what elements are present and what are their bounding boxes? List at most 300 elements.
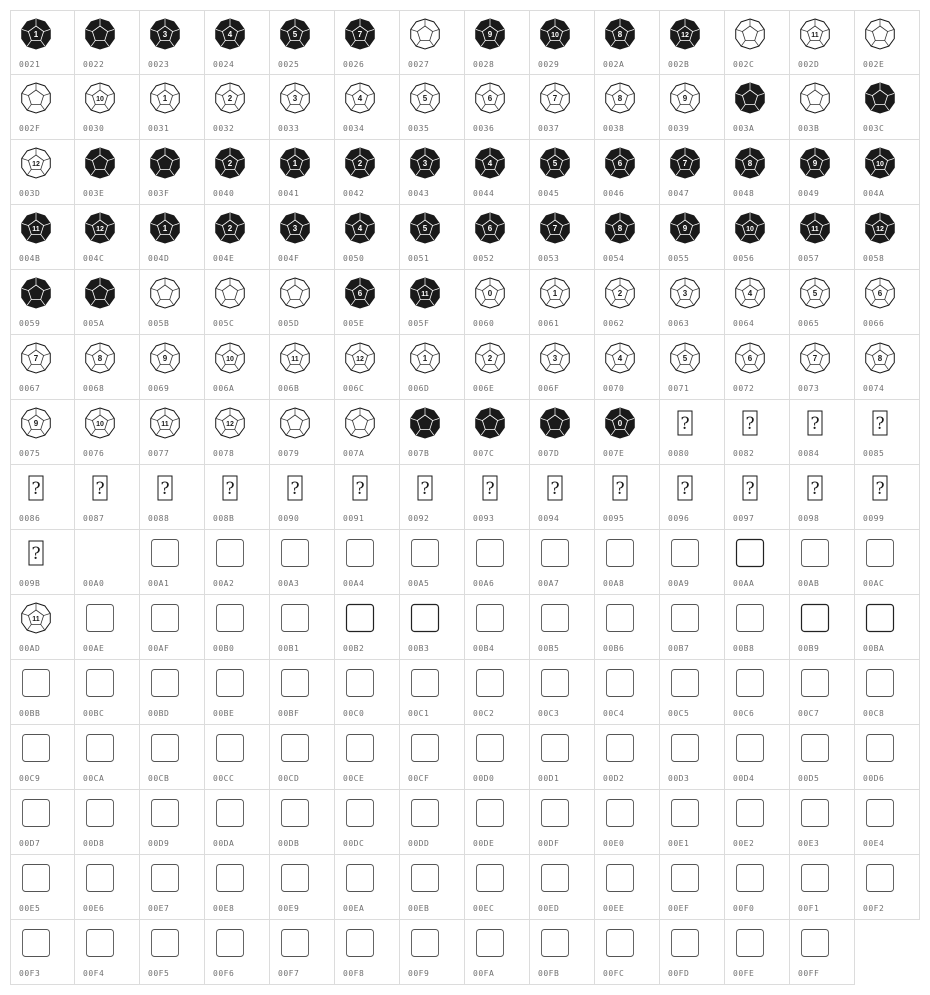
glyph-code: 005B — [148, 319, 170, 328]
glyph-code: 00F9 — [408, 969, 430, 978]
filled-die-icon — [603, 17, 637, 51]
glyph-code: 00C5 — [668, 709, 690, 718]
empty-box-icon — [83, 926, 117, 960]
glyph-cell — [205, 400, 270, 465]
glyph-code: 0078 — [213, 449, 235, 458]
glyph-code: 00DE — [473, 839, 495, 848]
glyph-cell — [10, 660, 75, 725]
glyph-cell — [140, 790, 205, 855]
filled-die-icon — [343, 276, 377, 310]
glyph-cell — [465, 140, 530, 205]
glyph-cell — [270, 270, 335, 335]
glyph-cell — [75, 75, 140, 140]
die-number: 7 — [812, 354, 818, 363]
glyph-cell — [855, 855, 920, 920]
outline-die-icon — [19, 81, 53, 115]
glyph-code: 0084 — [798, 449, 820, 458]
glyph-code: 0072 — [733, 384, 755, 393]
die-number: 6 — [357, 289, 363, 298]
glyph-cell — [270, 595, 335, 660]
empty-box-icon — [213, 536, 247, 570]
empty-box-icon — [733, 731, 767, 765]
blank-glyph — [83, 536, 117, 570]
glyph-code: 00FE — [733, 969, 755, 978]
glyph-cell — [660, 790, 725, 855]
die-number: 11 — [811, 32, 819, 39]
glyph-cell — [75, 335, 140, 400]
glyph-code: 005E — [343, 319, 365, 328]
glyph-cell — [270, 335, 335, 400]
glyph-cell — [270, 205, 335, 270]
empty-box-icon — [278, 796, 312, 830]
empty-box-icon — [798, 536, 832, 570]
empty-box-icon — [538, 666, 572, 700]
glyph-cell — [270, 10, 335, 75]
glyph-code: 00BF — [278, 709, 300, 718]
filled-die-icon — [538, 406, 572, 440]
glyph-cell — [855, 270, 920, 335]
empty-box-icon — [343, 666, 377, 700]
die-number: 3 — [292, 224, 298, 233]
missing-glyph-icon — [473, 471, 507, 505]
outline-die-icon — [19, 146, 53, 180]
glyph-code: 0043 — [408, 189, 430, 198]
glyph-code: 0082 — [733, 449, 755, 458]
glyph-grid — [10, 10, 920, 985]
outline-die-icon — [213, 406, 247, 440]
missing-glyph-icon — [603, 471, 637, 505]
glyph-code: 0067 — [19, 384, 41, 393]
glyph-cell — [725, 465, 790, 530]
glyph-cell — [205, 335, 270, 400]
glyph-code: 004D — [148, 254, 170, 263]
glyph-code: 0091 — [343, 514, 365, 523]
outline-die-icon — [408, 17, 442, 51]
glyph-cell — [465, 660, 530, 725]
die-number: 1 — [552, 289, 558, 298]
glyph-cell — [790, 790, 855, 855]
die-number: 12 — [226, 421, 234, 428]
empty-box-icon — [148, 536, 182, 570]
glyph-code: 0039 — [668, 124, 690, 133]
glyph-code: 00A4 — [343, 579, 365, 588]
die-number: 8 — [877, 354, 883, 363]
outline-die-icon — [863, 17, 897, 51]
glyph-code: 006A — [213, 384, 235, 393]
glyph-code: 00F7 — [278, 969, 300, 978]
filled-die-icon — [278, 211, 312, 245]
glyph-code: 00A2 — [213, 579, 235, 588]
glyph-cell — [270, 790, 335, 855]
glyph-cell — [725, 10, 790, 75]
die-number: 1 — [162, 94, 168, 103]
empty-box-icon — [343, 861, 377, 895]
svg-text:?: ? — [810, 414, 820, 434]
glyph-code: 00EC — [473, 904, 495, 913]
glyph-code: 0094 — [538, 514, 560, 523]
glyph-code: 0071 — [668, 384, 690, 393]
glyph-cell — [400, 855, 465, 920]
glyph-cell — [75, 270, 140, 335]
glyph-cell — [205, 205, 270, 270]
glyph-code: 003D — [19, 189, 41, 198]
glyph-cell — [790, 205, 855, 270]
empty-box-icon — [213, 796, 247, 830]
die-number: 2 — [487, 354, 493, 363]
empty-box-icon — [863, 796, 897, 830]
glyph-cell — [530, 400, 595, 465]
die-number: 7 — [552, 94, 558, 103]
outline-die-icon — [83, 341, 117, 375]
svg-text:?: ? — [225, 479, 235, 499]
empty-box-icon — [538, 861, 572, 895]
glyph-cell — [270, 725, 335, 790]
glyph-cell — [465, 790, 530, 855]
glyph-cell — [725, 660, 790, 725]
outline-die-icon — [278, 81, 312, 115]
die-number: 0 — [487, 289, 493, 298]
glyph-code: 00E2 — [733, 839, 755, 848]
glyph-code: 00A0 — [83, 579, 105, 588]
glyph-code: 0064 — [733, 319, 755, 328]
glyph-code: 00EA — [343, 904, 365, 913]
filled-die-icon — [83, 211, 117, 245]
missing-glyph-icon — [278, 471, 312, 505]
glyph-cell — [335, 790, 400, 855]
glyph-cell — [335, 595, 400, 660]
glyph-cell — [140, 10, 205, 75]
glyph-cell — [595, 10, 660, 75]
glyph-code: 00D7 — [19, 839, 41, 848]
svg-text:?: ? — [745, 414, 755, 434]
outline-die-icon — [733, 17, 767, 51]
outline-die-icon — [83, 406, 117, 440]
glyph-cell — [10, 920, 75, 985]
empty-box-icon — [863, 536, 897, 570]
missing-glyph-icon — [538, 471, 572, 505]
glyph-cell — [10, 335, 75, 400]
glyph-cell — [790, 855, 855, 920]
glyph-cell — [10, 205, 75, 270]
empty-box-icon — [603, 861, 637, 895]
die-number: 7 — [552, 224, 558, 233]
empty-box-icon — [538, 796, 572, 830]
svg-text:?: ? — [550, 479, 560, 499]
svg-text:?: ? — [615, 479, 625, 499]
glyph-cell — [660, 725, 725, 790]
glyph-code: 004F — [278, 254, 300, 263]
glyph-code: 0042 — [343, 189, 365, 198]
die-number: 8 — [617, 224, 623, 233]
glyph-code: 00CE — [343, 774, 365, 783]
die-number: 12 — [96, 226, 104, 233]
glyph-code: 00AE — [83, 644, 105, 653]
outline-die-icon — [538, 81, 572, 115]
outline-die-icon — [603, 81, 637, 115]
outline-die-icon — [798, 341, 832, 375]
missing-glyph-icon — [798, 471, 832, 505]
glyph-cell — [855, 75, 920, 140]
empty-box-icon — [733, 861, 767, 895]
empty-box-icon — [603, 926, 637, 960]
glyph-code: 00B7 — [668, 644, 690, 653]
glyph-code: 00D0 — [473, 774, 495, 783]
empty-box-icon — [668, 926, 702, 960]
filled-die-icon — [863, 81, 897, 115]
glyph-code: 0054 — [603, 254, 625, 263]
glyph-code: 00B2 — [343, 644, 365, 653]
glyph-cell — [205, 855, 270, 920]
glyph-code: 00A8 — [603, 579, 625, 588]
glyph-cell — [400, 10, 465, 75]
die-number: 10 — [876, 161, 884, 168]
filled-die-icon — [408, 406, 442, 440]
glyph-cell — [465, 725, 530, 790]
glyph-cell — [855, 205, 920, 270]
glyph-cell — [75, 725, 140, 790]
glyph-code: 00D5 — [798, 774, 820, 783]
glyph-code: 00E3 — [798, 839, 820, 848]
glyph-code: 0095 — [603, 514, 625, 523]
glyph-cell — [595, 75, 660, 140]
glyph-cell — [465, 335, 530, 400]
glyph-code: 0090 — [278, 514, 300, 523]
outline-die-icon — [278, 341, 312, 375]
glyph-cell — [75, 855, 140, 920]
glyph-code: 00BA — [863, 644, 885, 653]
glyph-code: 00F3 — [19, 969, 41, 978]
filled-die-icon — [668, 17, 702, 51]
glyph-code: 0061 — [538, 319, 560, 328]
glyph-code: 0062 — [603, 319, 625, 328]
outline-die-icon — [798, 81, 832, 115]
glyph-code: 0031 — [148, 124, 170, 133]
svg-text:?: ? — [485, 479, 495, 499]
outline-die-icon — [733, 276, 767, 310]
empty-box-icon — [408, 926, 442, 960]
glyph-cell — [725, 595, 790, 660]
glyph-cell — [660, 10, 725, 75]
glyph-cell — [465, 10, 530, 75]
glyph-cell — [75, 920, 140, 985]
glyph-cell — [660, 465, 725, 530]
glyph-cell — [725, 725, 790, 790]
glyph-cell — [530, 595, 595, 660]
die-number: 4 — [227, 30, 233, 39]
glyph-cell — [10, 530, 75, 595]
glyph-code: 00F1 — [798, 904, 820, 913]
die-number: 11 — [32, 616, 40, 623]
glyph-cell — [400, 75, 465, 140]
glyph-code: 0051 — [408, 254, 430, 263]
die-number: 11 — [421, 291, 429, 298]
glyph-cell — [400, 790, 465, 855]
glyph-code: 00B3 — [408, 644, 430, 653]
empty-box-icon — [19, 666, 53, 700]
svg-text:?: ? — [31, 479, 41, 499]
glyph-code: 00FC — [603, 969, 625, 978]
missing-glyph-icon — [19, 536, 53, 570]
glyph-code: 00AC — [863, 579, 885, 588]
die-number: 9 — [812, 159, 818, 168]
filled-die-icon — [148, 146, 182, 180]
glyph-cell — [595, 790, 660, 855]
filled-die-icon — [408, 211, 442, 245]
glyph-cell — [335, 465, 400, 530]
glyph-cell — [595, 920, 660, 985]
filled-die-icon — [473, 406, 507, 440]
glyph-code: 00B8 — [733, 644, 755, 653]
glyph-code: 0049 — [798, 189, 820, 198]
glyph-cell — [400, 270, 465, 335]
glyph-cell — [660, 660, 725, 725]
empty-box-icon — [343, 926, 377, 960]
glyph-cell — [855, 530, 920, 595]
glyph-cell — [335, 270, 400, 335]
glyph-code: 0023 — [148, 60, 170, 69]
empty-box-icon — [668, 796, 702, 830]
filled-die-icon — [473, 17, 507, 51]
glyph-cell — [205, 140, 270, 205]
glyph-code: 00FA — [473, 969, 495, 978]
outline-die-icon — [473, 276, 507, 310]
die-number: 7 — [682, 159, 688, 168]
glyph-code: 004B — [19, 254, 41, 263]
glyph-code: 00AA — [733, 579, 755, 588]
filled-die-icon — [668, 211, 702, 245]
glyph-cell — [595, 335, 660, 400]
glyph-cell — [270, 530, 335, 595]
missing-glyph-icon — [408, 471, 442, 505]
glyph-cell — [205, 10, 270, 75]
glyph-cell — [400, 595, 465, 660]
outline-die-icon — [343, 406, 377, 440]
glyph-code: 00A1 — [148, 579, 170, 588]
glyph-code: 006C — [343, 384, 365, 393]
glyph-code: 00FD — [668, 969, 690, 978]
glyph-code: 0056 — [733, 254, 755, 263]
filled-die-icon — [538, 211, 572, 245]
outline-die-icon — [603, 341, 637, 375]
die-number: 2 — [357, 159, 363, 168]
glyph-code: 00E1 — [668, 839, 690, 848]
die-number: 2 — [617, 289, 623, 298]
glyph-cell — [660, 400, 725, 465]
glyph-code: 00C3 — [538, 709, 560, 718]
filled-die-icon — [148, 17, 182, 51]
glyph-cell — [465, 855, 530, 920]
glyph-cell — [75, 10, 140, 75]
glyph-code: 0037 — [538, 124, 560, 133]
glyph-code: 0050 — [343, 254, 365, 263]
die-number: 3 — [552, 354, 558, 363]
filled-die-icon — [19, 276, 53, 310]
glyph-cell — [335, 75, 400, 140]
glyph-code: 0060 — [473, 319, 495, 328]
filled-die-icon — [83, 276, 117, 310]
die-number: 2 — [227, 224, 233, 233]
glyph-cell — [10, 725, 75, 790]
glyph-cell — [75, 595, 140, 660]
empty-box-icon — [473, 601, 507, 635]
glyph-cell — [660, 140, 725, 205]
glyph-code: 00F4 — [83, 969, 105, 978]
empty-box-icon — [278, 731, 312, 765]
glyph-cell — [140, 660, 205, 725]
glyph-code: 0053 — [538, 254, 560, 263]
empty-box-icon — [473, 796, 507, 830]
glyph-code: 007D — [538, 449, 560, 458]
glyph-code: 00E0 — [603, 839, 625, 848]
glyph-cell — [75, 140, 140, 205]
filled-die-icon — [213, 146, 247, 180]
glyph-cell — [400, 920, 465, 985]
die-number: 3 — [422, 159, 428, 168]
die-number: 9 — [682, 94, 688, 103]
glyph-code: 007E — [603, 449, 625, 458]
glyph-cell — [335, 725, 400, 790]
empty-box-icon — [213, 861, 247, 895]
glyph-cell — [10, 465, 75, 530]
glyph-cell — [530, 270, 595, 335]
glyph-code: 003C — [863, 124, 885, 133]
glyph-code: 00F6 — [213, 969, 235, 978]
die-number: 12 — [356, 356, 364, 363]
glyph-code: 00C9 — [19, 774, 41, 783]
svg-text:?: ? — [875, 414, 885, 434]
filled-die-icon — [278, 17, 312, 51]
empty-box-icon — [538, 926, 572, 960]
glyph-cell — [790, 140, 855, 205]
glyph-cell — [335, 660, 400, 725]
glyph-cell — [400, 530, 465, 595]
glyph-code: 0088 — [148, 514, 170, 523]
empty-box-icon — [343, 731, 377, 765]
outline-die-icon — [213, 341, 247, 375]
glyph-code: 00CA — [83, 774, 105, 783]
missing-glyph-icon — [19, 471, 53, 505]
die-number: 9 — [487, 30, 493, 39]
glyph-cell — [205, 530, 270, 595]
empty-box-icon — [538, 731, 572, 765]
die-number: 8 — [617, 30, 623, 39]
outline-die-icon — [19, 341, 53, 375]
glyph-code: 002A — [603, 60, 625, 69]
glyph-code: 00CC — [213, 774, 235, 783]
glyph-code: 004C — [83, 254, 105, 263]
glyph-code: 007B — [408, 449, 430, 458]
glyph-code: 006E — [473, 384, 495, 393]
glyph-code: 00D2 — [603, 774, 625, 783]
empty-box-icon — [83, 731, 117, 765]
glyph-code: 0065 — [798, 319, 820, 328]
empty-box-icon — [278, 666, 312, 700]
empty-box-icon — [473, 536, 507, 570]
glyph-cell — [10, 10, 75, 75]
glyph-cell — [205, 660, 270, 725]
glyph-cell — [595, 855, 660, 920]
glyph-cell — [140, 75, 205, 140]
glyph-cell — [595, 140, 660, 205]
glyph-code: 002B — [668, 60, 690, 69]
glyph-cell — [270, 465, 335, 530]
glyph-code: 0030 — [83, 124, 105, 133]
glyph-cell — [140, 595, 205, 660]
filled-die-icon — [603, 211, 637, 245]
glyph-cell — [725, 75, 790, 140]
glyph-cell — [465, 530, 530, 595]
die-number: 3 — [162, 30, 168, 39]
